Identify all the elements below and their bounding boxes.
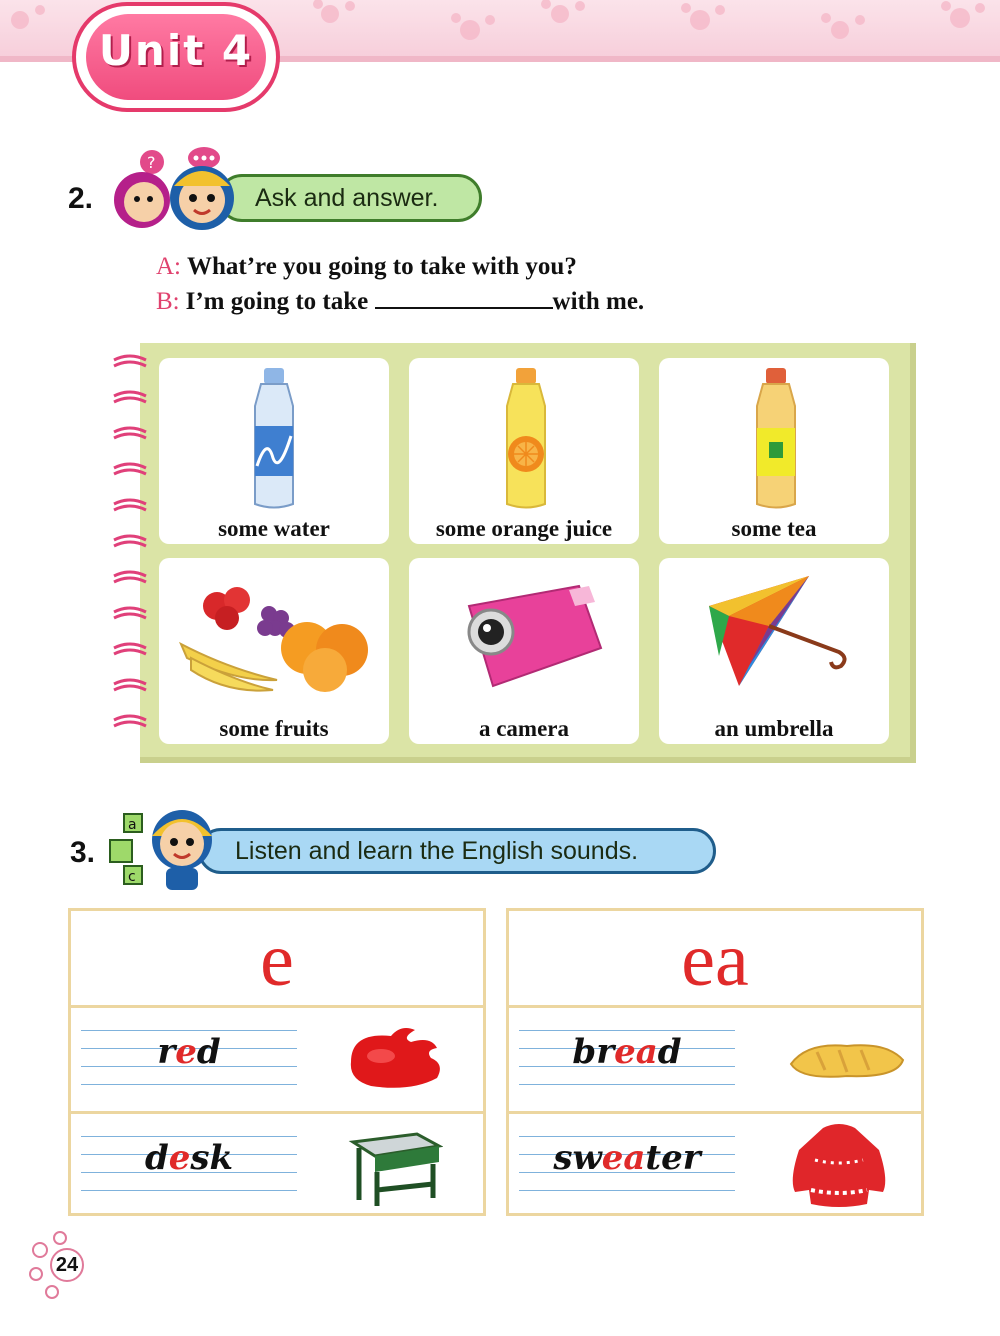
mascot-kids-icon — [102, 142, 252, 232]
answer-blank[interactable] — [375, 289, 553, 309]
unit-title: Unit 4 — [98, 26, 254, 75]
camera-icon — [449, 576, 609, 696]
mascot-letter-c: c — [128, 869, 136, 885]
speaker-b: B: — [156, 288, 180, 315]
word-desk[interactable]: desk — [144, 1138, 234, 1178]
item-card-umbrella[interactable] — [659, 558, 889, 744]
page-number: 24 — [50, 1248, 84, 1282]
word-red[interactable]: red — [157, 1032, 221, 1072]
item-label: some orange juice — [435, 516, 613, 541]
fruits-icon — [177, 578, 377, 698]
dialogue-line-b — [156, 288, 644, 316]
mascot-letter-a: a — [128, 817, 137, 833]
phonics-row — [509, 1111, 921, 1213]
item-card-camera[interactable] — [409, 558, 639, 744]
orange-juice-bottle-icon — [491, 366, 561, 511]
section-3-number: 3. — [70, 836, 96, 869]
dialogue-b-text: I’m going to take — [185, 288, 375, 315]
umbrella-icon — [699, 566, 859, 706]
phonics-row — [71, 1111, 483, 1213]
item-card-fruits[interactable] — [159, 558, 389, 744]
speaker-a: A: — [156, 253, 181, 280]
phonics-row — [71, 1005, 483, 1111]
dialogue-a-text: What’re you going to take with you? — [187, 253, 577, 280]
item-label: some tea — [731, 516, 817, 541]
mascot-letter-boy-icon — [108, 806, 228, 896]
spiral-binding-decoration — [110, 352, 150, 752]
item-label: an umbrella — [714, 716, 834, 741]
desk-icon — [347, 1128, 443, 1208]
sweater-icon — [787, 1120, 891, 1210]
section-2-title: Ask and answer. — [218, 174, 482, 222]
bread-icon — [787, 1034, 907, 1084]
item-label: some fruits — [219, 716, 329, 741]
item-label: some water — [218, 516, 330, 541]
unit-badge — [72, 2, 280, 112]
red-paint-splash-icon — [341, 1022, 451, 1092]
word-bread[interactable]: bread — [572, 1032, 682, 1072]
water-bottle-icon — [239, 366, 309, 511]
section-3-title: Listen and learn the English sounds. — [198, 828, 716, 874]
page-number-badge — [26, 1230, 96, 1300]
phonics-table-e — [68, 908, 486, 1216]
phonics-table-ea — [506, 908, 924, 1216]
tea-bottle-icon — [741, 366, 811, 511]
word-sweater[interactable]: sweater — [553, 1138, 701, 1178]
section-2-number: 2. — [68, 182, 94, 215]
item-card-water[interactable] — [159, 358, 389, 544]
item-card-orange-juice[interactable] — [409, 358, 639, 544]
phonics-row — [509, 1005, 921, 1111]
sound-heading: ea — [681, 918, 749, 1002]
dialogue-line-a — [156, 253, 577, 281]
item-label: a camera — [478, 716, 570, 741]
sound-heading: e — [260, 918, 294, 1002]
dialogue-b-after: with me. — [552, 288, 645, 315]
svg-text:?: ? — [147, 153, 156, 172]
item-card-tea[interactable] — [659, 358, 889, 544]
